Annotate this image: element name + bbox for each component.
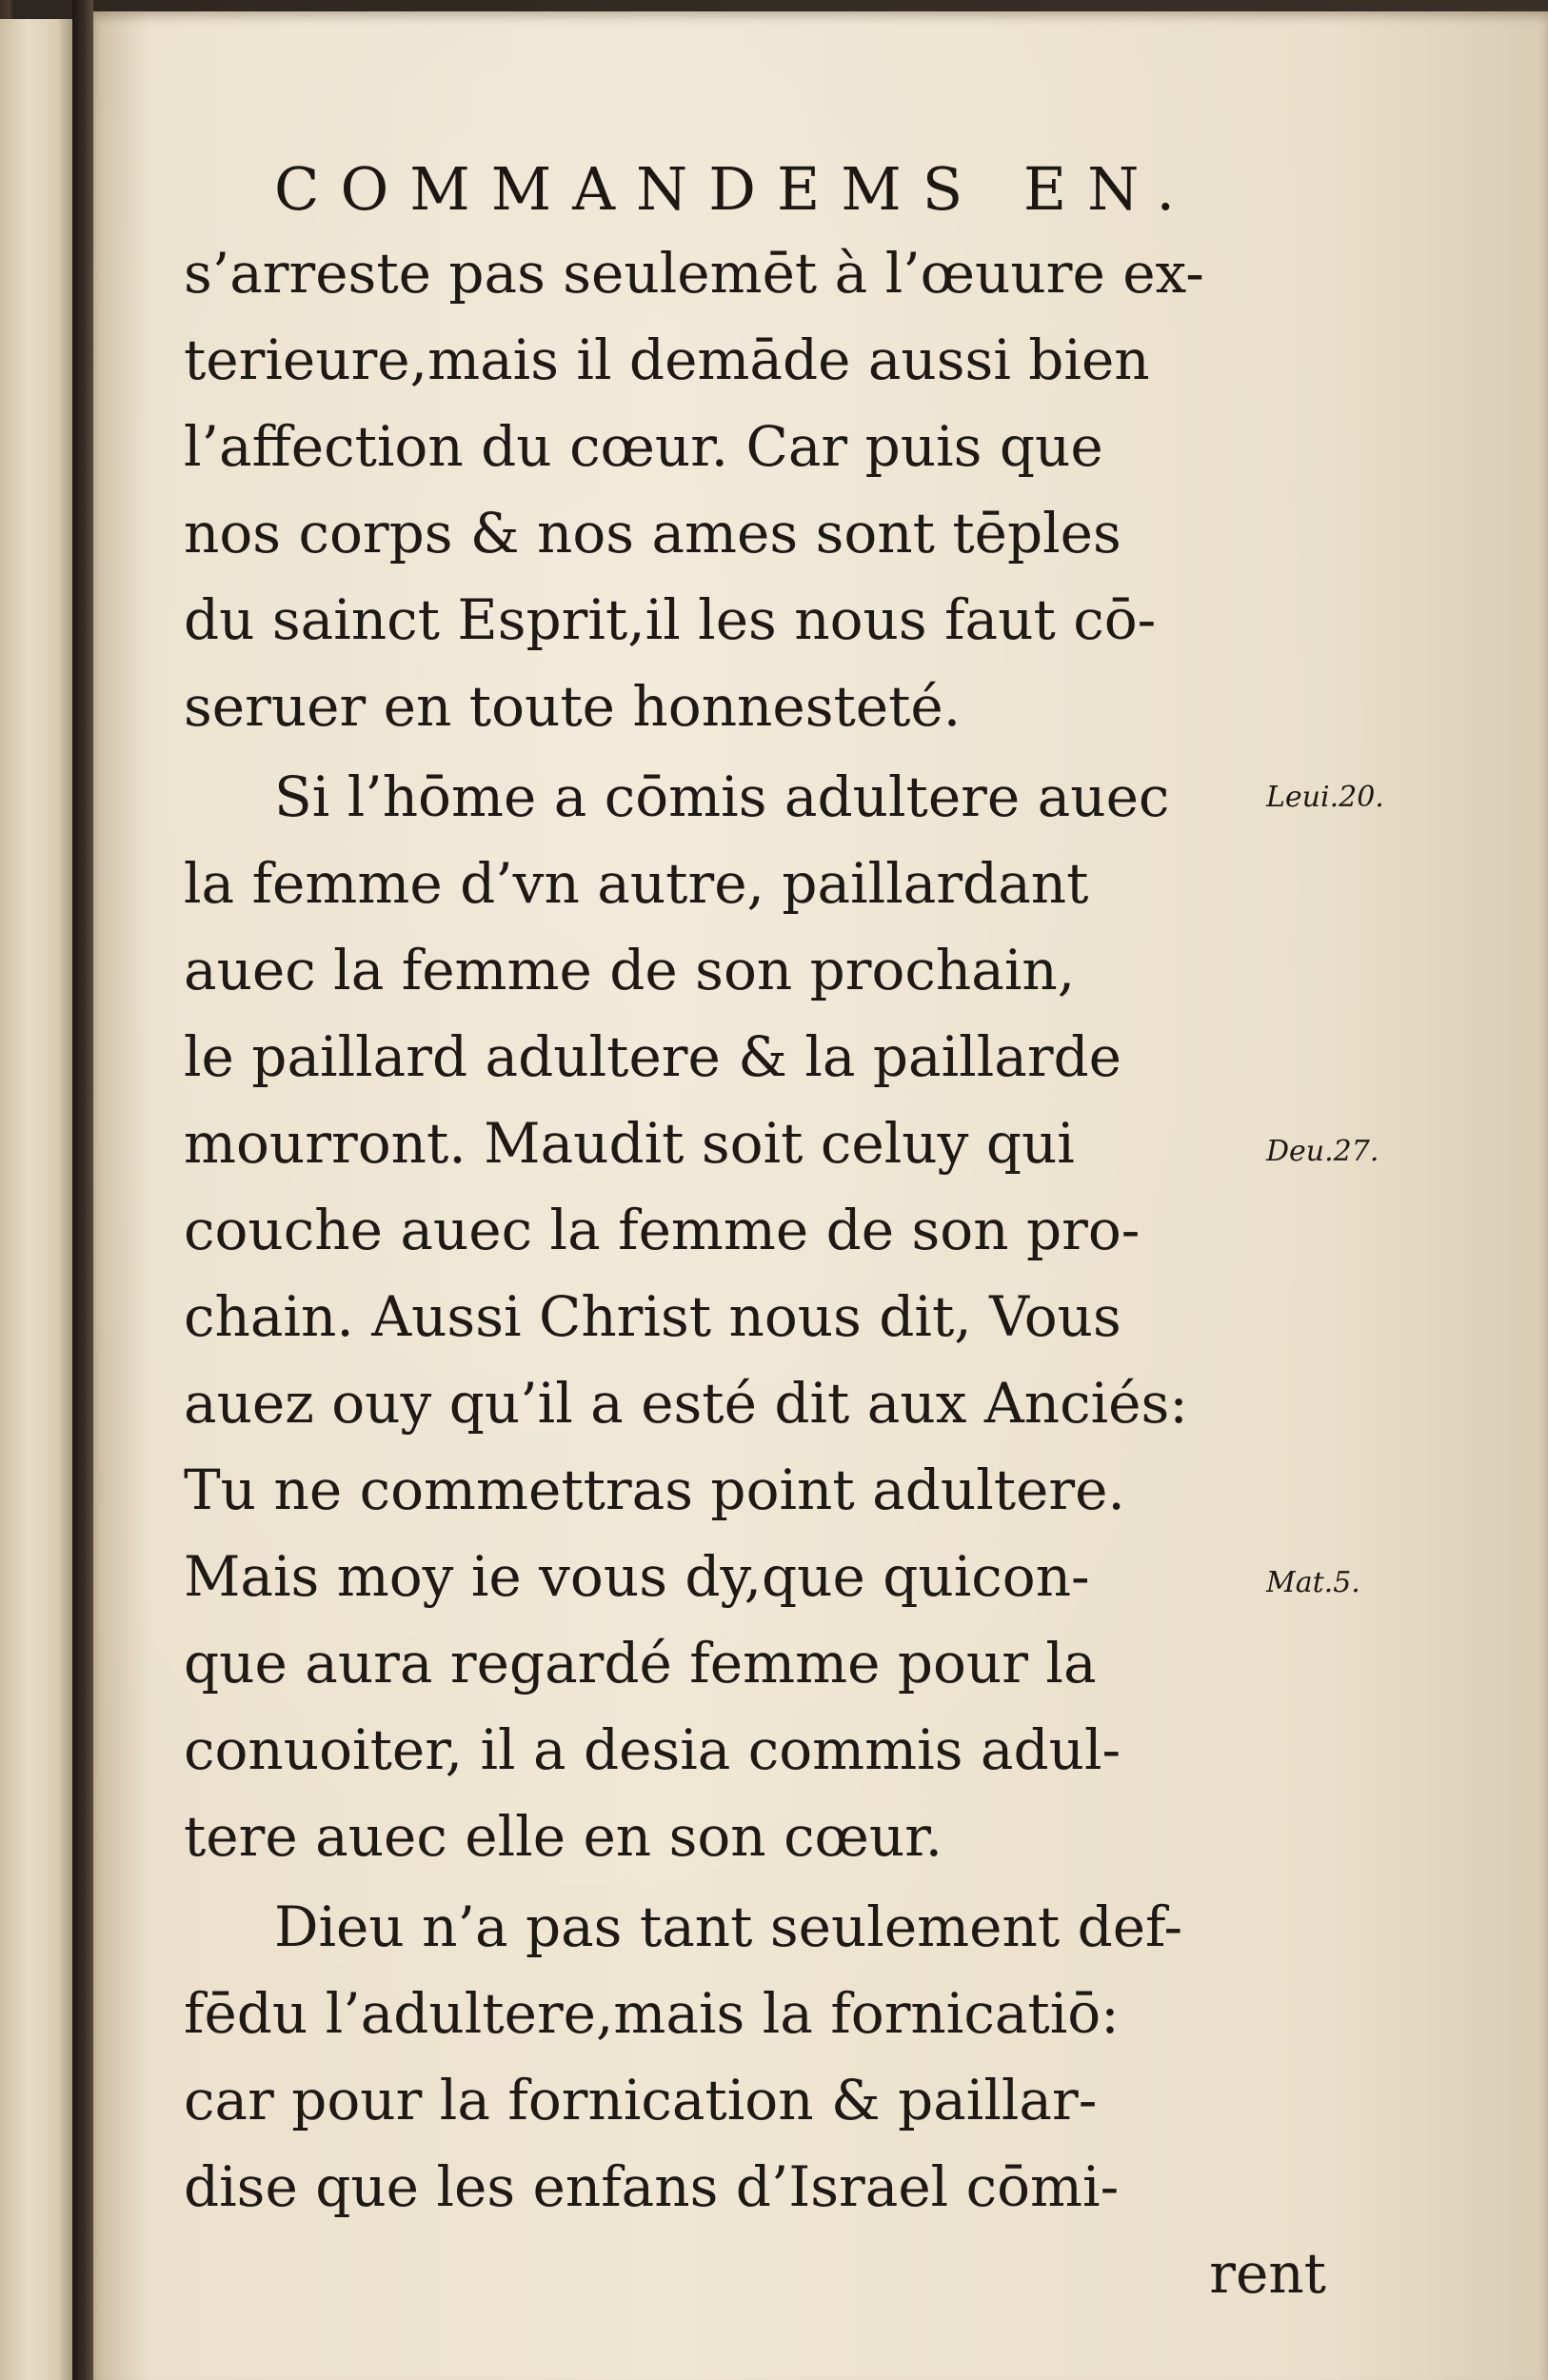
text-line: mourront. Maudit soit celuy qui [184, 1111, 1075, 1176]
text-line: l’affection du cœur. Car puis que [184, 414, 1103, 479]
text-line: le paillard adultere & la paillarde [184, 1024, 1122, 1089]
text-line: couche auec la femme de son pro- [184, 1198, 1141, 1262]
text-line: seruer en toute honnesteté. [184, 674, 962, 739]
text-line: Si l’hōme a cōmis adultere auec [274, 764, 1170, 829]
text-line: dise que les enfans d’Israel cōmi- [184, 2154, 1120, 2219]
book-page [93, 11, 1548, 2380]
text-line: la femme d’vn autre, paillardant [184, 851, 1089, 916]
text-line: Dieu n’a pas tant seulement def- [274, 1894, 1183, 1959]
text-line: auec la femme de son prochain, [184, 938, 1076, 1002]
text-line: s’arreste pas seulemēt à l’œuure ex- [184, 241, 1204, 306]
text-line: car pour la fornication & paillar- [184, 2068, 1098, 2132]
text-line: que aura regardé femme pour la [184, 1631, 1097, 1696]
margin-note-deuteronomy: Deu.27. [1266, 1135, 1379, 1168]
page-body-text [184, 230, 1326, 2317]
text-line: Mais moy ie vous dy,que quicon- [184, 1544, 1090, 1609]
text-line: nos corps & nos ames sont tēples [184, 501, 1121, 565]
left-page-edge [0, 19, 75, 2380]
text-line: du sainct Esprit,il les nous faut cō- [184, 587, 1157, 652]
text-line: chain. Aussi Christ nous dit, Vous [184, 1284, 1121, 1349]
text-line: conuoiter, il a desia commis adul- [184, 1717, 1121, 1782]
text-line: terieure,mais il demāde aussi bien [184, 327, 1150, 392]
margin-note-matthew: Mat.5. [1266, 1566, 1360, 1599]
margin-note-leviticus: Leui.20. [1266, 781, 1384, 814]
catchword: rent [1209, 2241, 1326, 2306]
text-line: auez ouy qu’il a esté dit aux Anciés: [184, 1371, 1188, 1436]
book-gutter [72, 0, 93, 2380]
text-line: fēdu l’adultere,mais la fornicatiō: [184, 1981, 1120, 2046]
text-line: tere auec elle en son cœur. [184, 1804, 943, 1869]
running-head: COMMANDEMS EN. [274, 154, 1197, 224]
text-line: Tu ne commettras point adultere. [184, 1458, 1125, 1522]
